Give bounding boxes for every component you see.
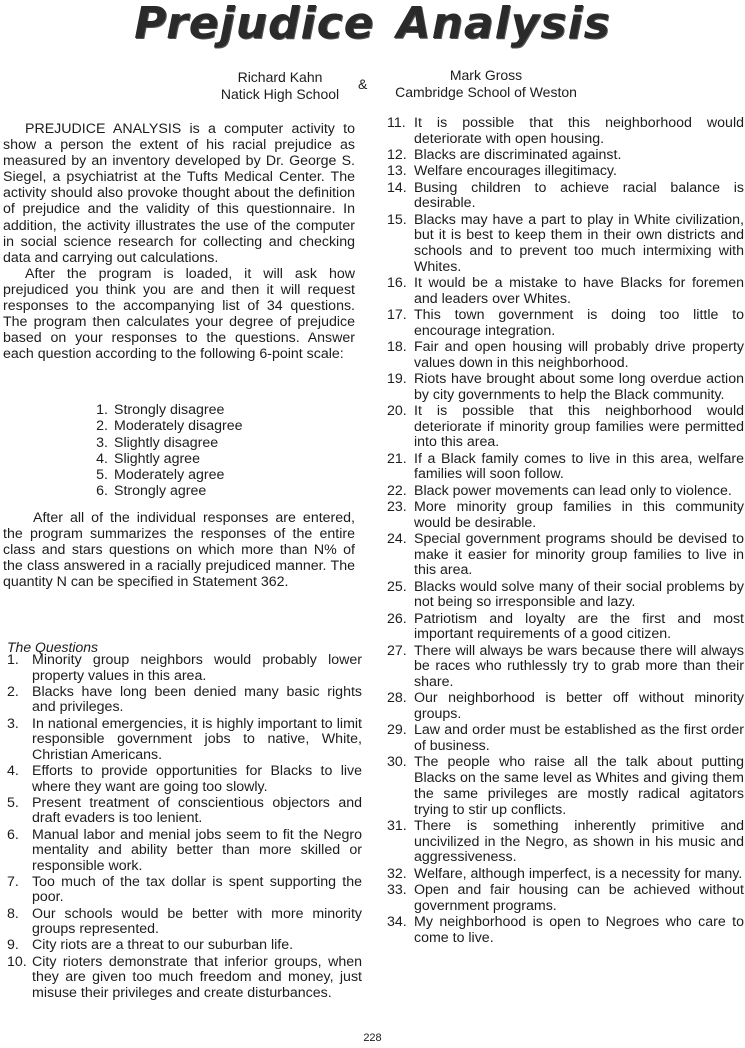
question-item-number: 9. — [7, 937, 19, 954]
question-item-text: My neighborhood is open to Negroes who care to come to live. — [414, 913, 744, 946]
question-item-number: 21. — [387, 450, 407, 467]
question-item-text: Riots have brought about some long overdue action by city governments to help the Black community. — [414, 371, 744, 403]
question-item — [7, 907, 362, 938]
page-number: 228 — [363, 1032, 382, 1044]
question-item — [7, 796, 362, 827]
question-item-text: City riots are a threat to our suburban life. — [32, 937, 294, 954]
question-item-text: There is something inherently primitive and uncivilized in the Negro, as shown in his music and aggressiveness. — [414, 817, 744, 866]
question-item-number: 6. — [7, 826, 19, 843]
author-right-school: Cambridge School of Weston — [395, 84, 577, 100]
summary-section — [3, 510, 355, 590]
question-item-text: Our schools would be better with more minority groups represented. — [32, 905, 362, 938]
question-item — [7, 875, 362, 906]
author-left-school: Natick High School — [220, 86, 340, 102]
scale-item-number: 3. — [96, 434, 108, 451]
question-item-number: 10. — [7, 953, 27, 970]
question-item-number: 32. — [387, 865, 407, 882]
question-item-number: 30. — [387, 754, 407, 771]
scale-item — [82, 418, 322, 434]
page-title — [0, 0, 745, 54]
question-item-number: 18. — [387, 339, 407, 355]
question-item — [387, 532, 744, 579]
question-item-number: 15. — [387, 211, 407, 228]
author-right — [386, 67, 586, 101]
question-item — [7, 955, 362, 1002]
question-item-number: 33. — [387, 881, 407, 898]
question-item-number: 12. — [387, 147, 407, 163]
scale-item-text: Moderately agree — [114, 467, 225, 484]
question-item-number: 31. — [387, 817, 407, 834]
scale-item-text: Strongly agree — [114, 483, 207, 500]
question-item-number: 29. — [387, 722, 407, 739]
question-item-text: Patriotism and loyalty are the first and most important requirements of a good citizen. — [414, 610, 744, 643]
questions-list-left — [7, 653, 362, 1002]
response-scale — [82, 402, 322, 500]
question-item — [7, 938, 362, 954]
question-item-text: Efforts to provide opportunities for Blacks to live where they want are going too slowly. — [32, 762, 362, 795]
question-item — [387, 612, 744, 643]
question-item — [387, 723, 744, 754]
question-item-text: Blacks have long been denied many basic rights and privileges. — [32, 683, 362, 716]
question-item — [387, 883, 744, 914]
question-item-text: Law and order must be established as the first order of business. — [414, 722, 744, 755]
scale-item — [82, 402, 322, 418]
author-separator: & — [358, 76, 368, 92]
title-word-2: Analysis — [396, 0, 611, 49]
question-item-number: 27. — [387, 642, 407, 659]
question-item — [7, 764, 362, 795]
scale-item-text: Strongly disagree — [114, 402, 225, 418]
question-item — [387, 213, 744, 276]
question-item-text: Special government programs should be devised to make it easier for minority group families to live in this area. — [414, 531, 744, 579]
question-item-text: Black power movements can lead only to violence. — [414, 482, 732, 499]
question-item-number: 8. — [7, 905, 19, 922]
question-item-text: Welfare, although imperfect, is a necessity for many. — [414, 865, 743, 882]
question-item — [7, 828, 362, 875]
question-item — [387, 452, 744, 483]
scale-item-number: 1. — [96, 402, 108, 418]
question-item — [387, 164, 744, 180]
question-item-text: Open and fair housing can be achieved without government programs. — [414, 881, 744, 914]
question-item — [387, 819, 744, 866]
question-item — [387, 691, 744, 722]
question-item — [387, 915, 744, 946]
question-item — [7, 685, 362, 716]
question-item — [387, 181, 744, 212]
scale-item-text: Moderately disagree — [114, 418, 243, 435]
question-item — [387, 867, 744, 883]
question-item-number: 22. — [387, 482, 407, 499]
scale-item — [82, 435, 322, 451]
question-item-number: 19. — [387, 371, 407, 387]
title-word-1: Prejudice — [134, 0, 375, 49]
intro-paragraph-2: After the program is loaded, it will ask how prejudiced you think you are and then it will request responses to the accompanying list of 34 questions. The program then calculates your degree of prejudice based on your responses to the questions. Answer each question according to the following 6-point scale: — [3, 265, 355, 363]
question-item-text: If a Black family comes to live in this area, welfare families will soon follow. — [414, 450, 744, 483]
question-item — [387, 500, 744, 531]
author-right-name: Mark Gross — [449, 67, 523, 83]
question-item-text: In national emergencies, it is highly important to limit responsible government jobs to native, White, Christian Americans. — [32, 715, 362, 763]
question-item — [387, 580, 744, 611]
question-item-number: 5. — [7, 794, 19, 811]
question-item-text: Blacks would solve many of their social problems by not being so irresponsible and lazy. — [414, 578, 744, 611]
question-item-text: The people who raise all the talk about putting Blacks on the same level as Whites and giving them the same privileges are mostly radical agitators trying to stir up conflicts. — [414, 754, 744, 818]
question-item-text: Busing children to achieve racial balance is desirable. — [414, 179, 744, 212]
scale-item-number: 2. — [96, 418, 108, 435]
question-item-text: Welfare encourages illegitimacy. — [414, 163, 617, 180]
question-item — [387, 276, 744, 307]
question-item-number: 23. — [387, 499, 407, 515]
question-item-number: 28. — [387, 690, 407, 707]
scale-item-number: 5. — [96, 467, 108, 484]
question-item-text: It is possible that this neighborhood would deteriorate if minority group families were permitted into this area. — [414, 403, 744, 451]
question-item-number: 7. — [7, 873, 19, 890]
question-item-number: 26. — [387, 610, 407, 627]
scale-item-number: 6. — [96, 483, 108, 500]
question-item-text: Our neighborhood is better off without minority groups. — [414, 690, 744, 723]
question-item-number: 3. — [7, 715, 19, 732]
scale-item-text: Slightly agree — [114, 450, 200, 467]
question-item — [387, 404, 744, 451]
question-item-text: Fair and open housing will probably drive property values down in this neighborhood. — [414, 339, 744, 371]
scale-item — [82, 451, 322, 467]
question-item — [7, 653, 362, 684]
question-item-text: This town government is doing too little to encourage integration. — [414, 307, 744, 339]
question-item-number: 4. — [7, 762, 19, 779]
question-item — [387, 340, 744, 371]
scale-item — [82, 483, 322, 499]
question-item — [387, 116, 744, 147]
question-item-number: 25. — [387, 578, 407, 595]
question-item — [387, 644, 744, 691]
question-item-number: 1. — [7, 652, 19, 668]
questions-heading: The Questions — [7, 639, 99, 655]
question-item — [7, 717, 362, 764]
question-item-number: 20. — [387, 403, 407, 419]
question-item-number: 14. — [387, 179, 407, 196]
question-item-number: 2. — [7, 683, 19, 700]
intro-section — [3, 121, 355, 362]
question-item-text: Too much of the tax dollar is spent supporting the poor. — [32, 873, 362, 906]
question-item-text: Present treatment of conscientious objectors and draft evaders is too lenient. — [32, 794, 362, 827]
question-item-text: It would be a mistake to have Blacks for foremen and leaders over Whites. — [414, 275, 744, 307]
question-item-text: More minority group families in this community would be desirable. — [414, 499, 744, 531]
author-left — [205, 69, 355, 103]
question-item-text: Blacks are discriminated against. — [414, 147, 622, 163]
question-item — [387, 308, 744, 339]
intro-paragraph-1: PREJUDICE ANALYSIS is a computer activity to show a person the extent of his racial prejudice as measured by an inventory developed by Dr. George S. Siegel, a psychiatrist at the Tufts Medical Center. The activity should also provoke thought about the definition of prejudice and the validity of this questionnaire. In addition, the activity illustrates the use of the computer in social science research for collecting and checking data and carrying out calculations. — [3, 121, 355, 266]
question-item-number: 17. — [387, 307, 407, 323]
question-item-text: It is possible that this neighborhood would deteriorate with open housing. — [414, 115, 744, 147]
question-item — [387, 755, 744, 818]
question-item-text: Minority group neighbors would probably lower property values in this area. — [32, 652, 362, 684]
scale-item-number: 4. — [96, 450, 108, 467]
question-item-text: City rioters demonstrate that inferior groups, when they are given too much freedom and money, just misuse their privileges and create disturbances. — [32, 953, 362, 1001]
question-item — [387, 484, 744, 500]
question-item-number: 13. — [387, 163, 407, 180]
question-item-number: 34. — [387, 913, 407, 930]
author-left-name: Richard Kahn — [237, 69, 323, 85]
question-item-text: There will always be wars because there will always be races who ruthlessly try to grab more than their share. — [414, 642, 744, 691]
question-item-text: Blacks may have a part to play in White civilization, but it is best to keep them in their own districts and schools and to prevent too much intermixing with Whites. — [414, 211, 744, 275]
question-item-number: 11. — [387, 115, 406, 131]
questions-list-right — [387, 116, 744, 947]
question-item-number: 16. — [387, 275, 407, 291]
question-item-text: Manual labor and menial jobs seem to fit the Negro mentality and ability better than more skilled or responsible work. — [32, 826, 362, 874]
question-item — [387, 148, 744, 164]
question-item-number: 24. — [387, 531, 407, 547]
summary-paragraph: After all of the individual responses are entered, the program summarizes the responses of the entire class and stars questions on which more than N% of the class answered in a racially prejudiced manner. The quantity N can be specified in Statement 362. — [3, 510, 355, 591]
question-item — [387, 372, 744, 403]
scale-item — [82, 467, 322, 483]
scale-item-text: Slightly disagree — [114, 434, 219, 451]
